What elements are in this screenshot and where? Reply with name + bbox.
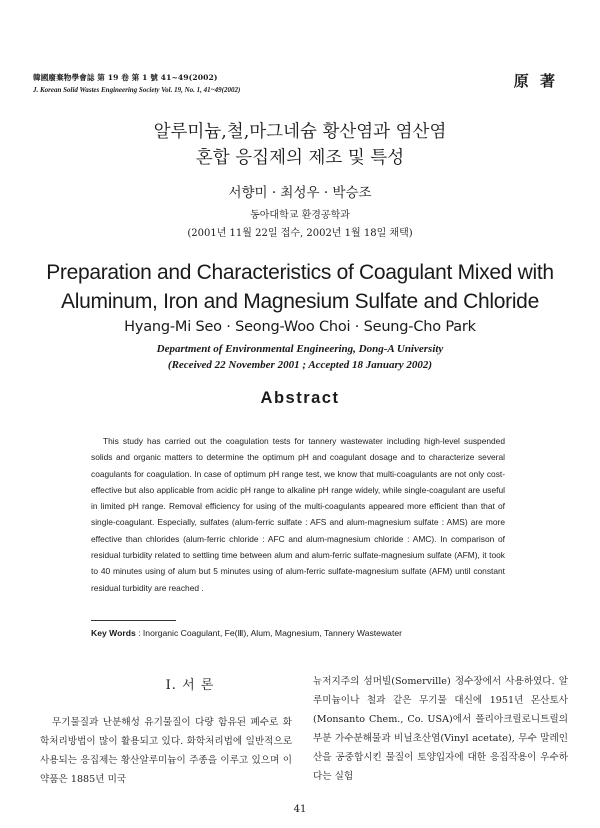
authors-korean: 서향미 · 최성우 · 박승조 [228, 185, 372, 201]
journal-citation-english: J. Korean Solid Wastes Engineering Society Vol. 19, No. 1, 41~49(2002) [33, 86, 241, 94]
keywords-text: : Inorganic Coagulant, Fe(Ⅲ), Alum, Magnesium, Tannery Wastewater [138, 628, 402, 638]
keywords [91, 628, 402, 639]
received-dates-english: (Received 22 November 2001 ; Accepted 18 January 2002) [167, 359, 433, 371]
abstract-body: This study has carried out the coagulation tests for tannery wastewater including high-level suspended solids and organic matters to determine the optimum pH and coagulant dosage and to characterize several coagulants for coagulation. In case of optimum pH range test, we know that multi-coagulants are not only cost-effective but also applicable from acidic pH range to alkaline pH range widely, while single-coagulant are useful in limited pH range. Removal efficiency for using of the multi-coagulants appeared more efficient than that of single-coagulant. Especially, sulfates (alum-ferric sulfate : AFS and alum-magnesium sulfate : AMS) are more effective than chlorides (alum-ferric chloride : AFC and alum-magnesium chloride : AMC). In comparison of residual turbidity related to settling time between alum and alum-ferric sulfate-magnesium sulfate (AFM), it took to 40 minutes using of alum but 5 minutes using of alum-ferric sulfate-magnesium sulfate (AFM) until constant residual turbidity are reached . [91, 436, 505, 593]
keywords-label: Key Words [91, 628, 136, 638]
title-english-line-2: Aluminum, Iron and Magnesium Sulfate and Chloride [61, 290, 539, 313]
title-korean-line-1: 알루미늄,철,마그네슘 황산염과 염산염 [153, 122, 447, 142]
body-text-right-column: 뉴저지주의 섬머빌(Somerville) 정수장에서 사용하였다. 알루미늄이나 철과 같은 무기물 대신에 1951년 몬산토사(Monsanto Chem., Co. USA)에서 폴리아크릴로니트릴의 부분 가수분해물과 비닐초산염(Vinyl acetate), 무수 말레인산을 공중합시킨 물질이 토양입자에 대한 응집작용이 우수하다는 실험 [313, 676, 568, 782]
keywords-divider [91, 620, 176, 621]
title-english-line-1: Preparation and Characteristics of Coagulant Mixed with [46, 261, 554, 284]
page-number: 41 [293, 804, 307, 815]
body-text-left-column: 무기물질과 난분해성 유기물질이 다량 함유된 폐수로 화학처리방법이 많이 활용되고 있다. 화학처리법에 일반적으로 사용되는 응집제는 황산알루미늄이 주종을 이루고 있으며 이 약품은 1885년 미국 [40, 717, 292, 785]
authors-english: Hyang-Mi Seo · Seong-Woo Choi · Seung-Cho Park [124, 319, 476, 335]
journal-citation-korean: 韓國廢棄物學會誌 第 19 卷 第 1 號 41~49(2002) [33, 73, 218, 82]
affiliation-korean: 동아대학교 환경공학과 [250, 210, 350, 221]
dates-korean: (2001년 11월 22일 접수, 2002년 1월 18일 채택) [187, 228, 413, 239]
title-korean-line-2: 혼합 응집제의 제조 및 특성 [195, 148, 405, 168]
section-heading-introduction: Ⅰ. 서 론 [165, 678, 215, 693]
title-english [0, 258, 600, 316]
department-english: Department of Environmental Engineering, Dong-A University [156, 343, 444, 355]
abstract-heading: Abstract [260, 389, 340, 407]
article-type-label: 原 著 [513, 72, 558, 90]
